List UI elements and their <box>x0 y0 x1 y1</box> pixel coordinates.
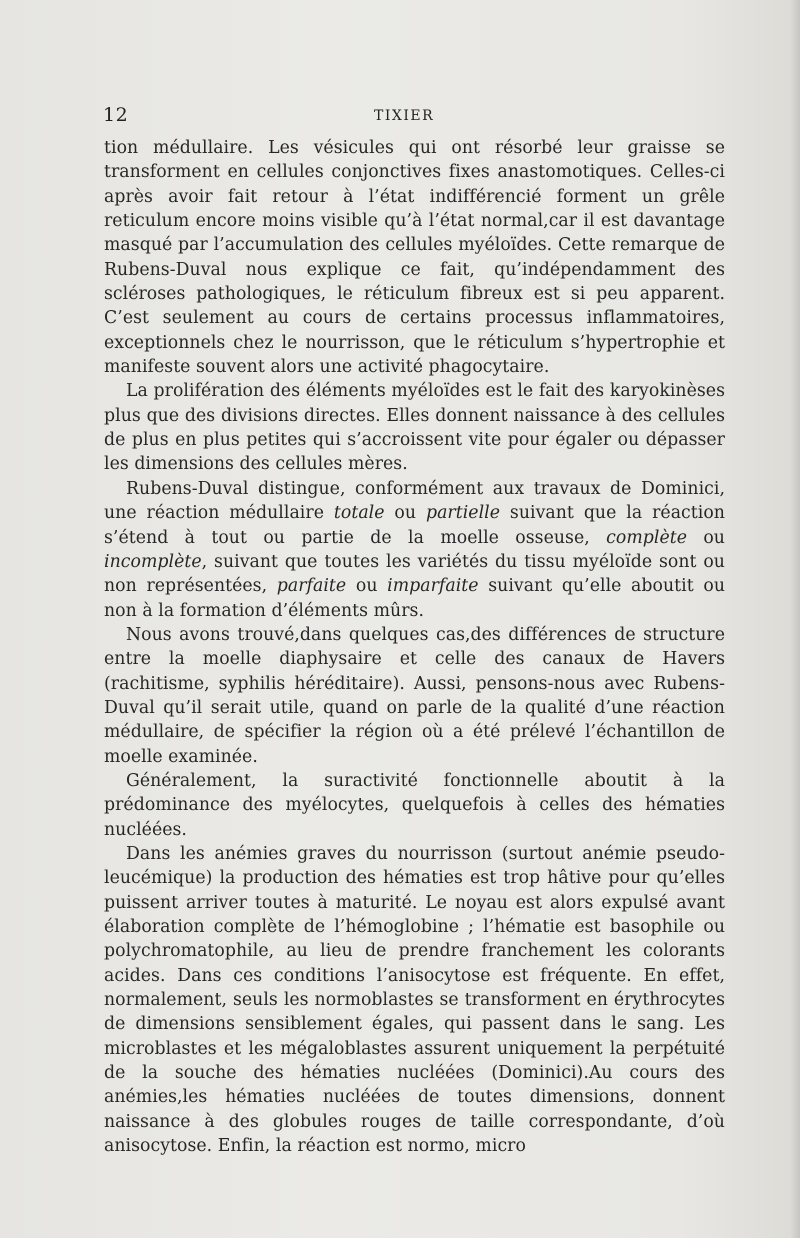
paragraph-3-text-5: , suivant que toutes les variétés du tissu myéloïde sont ou non représentées, <box>104 551 725 597</box>
paragraph-4: Nous avons trouvé,dans quelques cas,des différences de structure entre la moelle diaphysaire et celle des canaux de Havers (rachitisme, syphilis héréditaire). Aussi, pensons-nous avec Rubens-Duval qu’il serait utile, quand on parle de la qualité d’une réaction médullaire, de spécifier la région où a été prélevé l’échantillon de moelle examinée. <box>104 624 725 767</box>
paragraph-2: La prolifération des éléments myéloïdes est le fait des karyokinèses plus que des divisions directes. Elles donnent naissance à des cellules de plus en plus petites qui s’accroissent vite pour égaler ou dépasser les dimensions des cellules mères. <box>104 381 725 475</box>
paragraph-1: tion médullaire. Les vésicules qui ont résorbé leur graisse se transforment en cellules conjonctives fixes anastomotiques. Celles-ci après avoir fait retour à l’état indifférencié forment un grêle reticulum encore moins visible qu’à l’état normal,car il est davantage masqué par l’accumulation des cellules myéloïdes. Cette remarque de Rubens-Duval nous explique ce fait, qu’indépendamment des scléroses pathologiques, le réticulum fibreux est si peu apparent. C’est seulement au cours de certains processus inflammatoires, exceptionnels chez le nourrisson, que le réticulum s’hypertrophie et manifeste souvent alors une activité phagocytaire. <box>104 138 725 378</box>
body-text <box>104 136 725 1158</box>
running-title: TIXIER <box>374 108 435 124</box>
term-imparfaite: imparfaite <box>387 576 479 597</box>
page-number: 12 <box>103 104 129 126</box>
paragraph-5: Généralement, la suractivité fonctionnelle aboutit à la prédominance des myélocytes, quelquefois à celles des hématies nucléées. <box>104 770 725 840</box>
paragraph-3-text-4: ou <box>687 527 725 548</box>
page-edge-shadow <box>790 0 800 1238</box>
term-totale: totale <box>333 503 385 524</box>
paragraph-3-text-6: ou <box>346 576 388 597</box>
term-partielle: partielle <box>425 503 501 524</box>
page-header <box>103 104 723 132</box>
paragraph-3 <box>104 477 725 623</box>
paragraph-3-text-7: suivant qu’elle aboutit ou non à la formation d’éléments mûrs. <box>104 576 725 621</box>
term-parfaite: parfaite <box>276 576 347 597</box>
paragraph-6: Dans les anémies graves du nourrisson (surtout anémie pseudo-leucémique) la production des hématies est trop hâtive pour qu’elles puissent arriver toutes à maturité. Le noyau est alors expulsé avant élaboration complète de l’hémoglobine ; l’hématie est basophile ou polychromatophile, au lieu de prendre franchement les colorants acides. Dans ces conditions l’anisocytose est fréquente. En effet, normalement, seuls les normoblastes se transforment en érythrocytes de dimensions sensiblement égales, qui passent dans le sang. Les microblastes et les mégaloblastes assurent uniquement la perpétuité de la souche des hématies nucléées (Dominici).Au cours des anémies,les hématies nucléées de toutes dimensions, donnent naissance à des globules rouges de taille correspondante, d’où anisocytose. Enfin, la réaction est normo, micro <box>104 843 725 1157</box>
paragraph-3-text-2: ou <box>384 503 426 524</box>
term-incomplete: incomplète <box>104 551 202 572</box>
paragraph-3-text-3: suivant que la réaction s’étend à tout ou partie de la moelle osseuse, <box>104 503 725 548</box>
paragraph-3-text-1: Rubens-Duval distingue, conformément aux travaux de Dominici, une réaction médullaire <box>104 478 725 524</box>
term-complete: complète <box>606 527 687 548</box>
